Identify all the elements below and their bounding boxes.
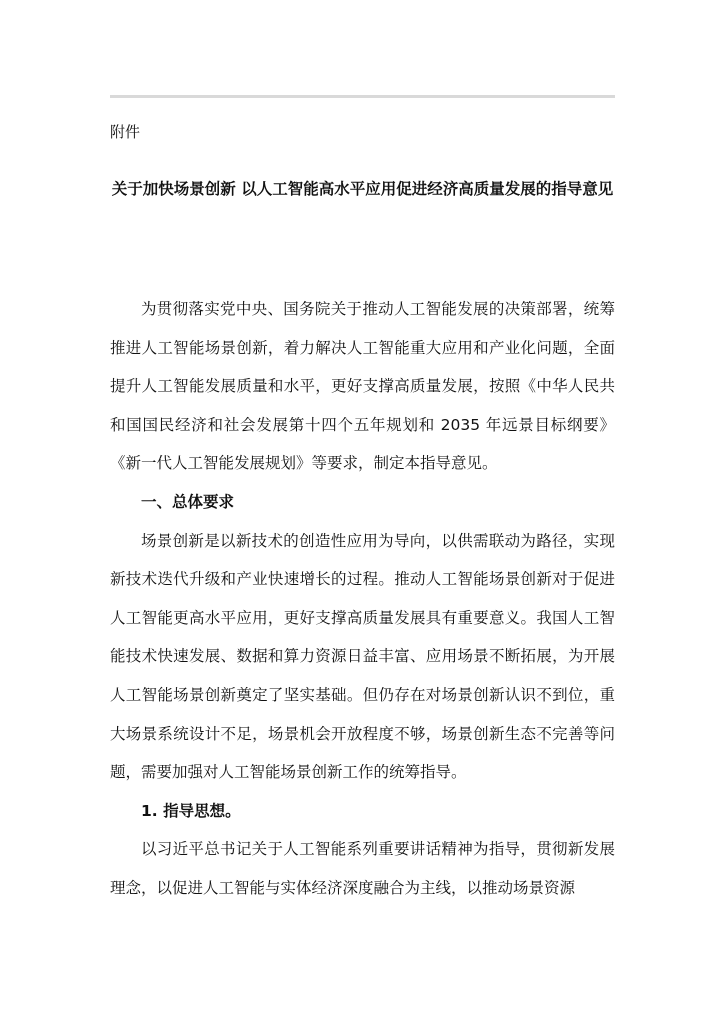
subsection-heading-guiding-ideology: 1. 指导思想。 xyxy=(141,801,241,820)
section-heading-general-requirements: 一、总体要求 xyxy=(141,492,235,511)
document-body xyxy=(110,290,615,908)
attachment-label: 附件 xyxy=(110,123,141,141)
section-paragraph: 场景创新是以新技术的创造性应用为导向，以供需联动为路径，实现新技术迭代升级和产业快速增长的过程。推动人工智能场景创新对于促进人工智能更高水平应用，更好支撑高质量发展具有重要意义。我国人工智能技术快速发展、数据和算力资源日益丰富、应用场景不断拓展，为开展人工智能场景创新奠定了坚实基础。但仍存在对场景创新认识不到位，重大场景系统设计不足，场景机会开放程度不够，场景创新生态不完善等问题，需要加强对人工智能场景创新工作的统筹指导。 xyxy=(110,531,615,782)
intro-paragraph: 为贯彻落实党中央、国务院关于推动人工智能发展的决策部署，统筹推进人工智能场景创新，着力解决人工智能重大应用和产业化问题，全面提升人工智能发展质量和水平，更好支撑高质量发展，按照《中华人民共和国国民经济和社会发展第十四个五年规划和 2035 年远景目标纲要》《新一代人工智能发展规划》等要求，制定本指导意见。 xyxy=(110,300,615,473)
document-title: 关于加快场景创新 以人工智能高水平应用促进经济高质量发展的指导意见 xyxy=(111,180,614,198)
subsection-paragraph: 以习近平总书记关于人工智能系列重要讲话精神为指导，贯彻新发展理念，以促进人工智能与实体经济深度融合为主线，以推动场景资源 xyxy=(110,840,615,897)
top-divider xyxy=(110,95,615,98)
